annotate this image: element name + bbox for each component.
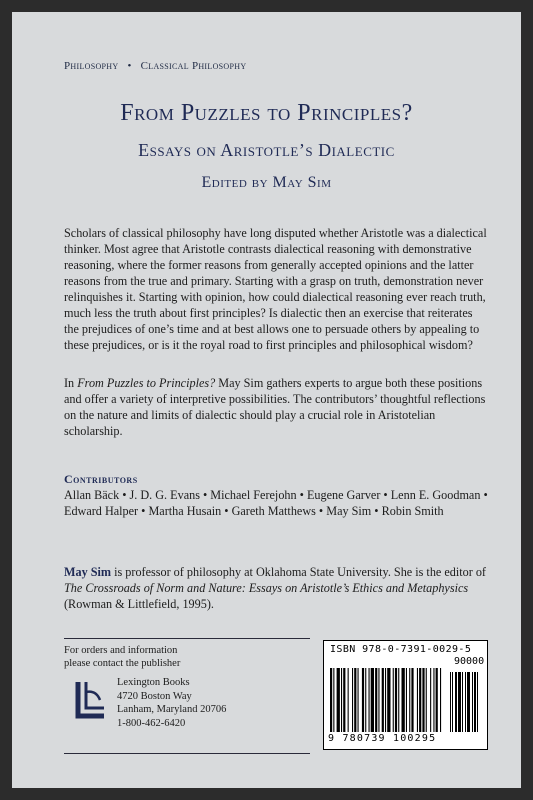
publisher-address xyxy=(117,676,317,730)
bio-text-1: is professor of philosophy at Oklahoma State University. She is the editor of xyxy=(111,565,486,579)
barcode-bar xyxy=(417,668,418,732)
bio-book-title: The Crossroads of Norm and Nature: Essays on Aristotle’s Ethics and Metaphysics xyxy=(64,581,469,595)
barcode-addon-bar xyxy=(462,672,463,732)
bio-name: May Sim xyxy=(64,565,112,579)
barcode-addon-bar xyxy=(455,672,457,732)
description-paragraph-1: Scholars of classical philosophy have long disputed whether Aristotle was a dialectical thinker. Most agree that Aristotle contrasts dialectical reasoning with demonstrative reasoning, where the former reasons from generally accepted opinions and the latter reasons from the true and primary. Starting with a grasp on truth, demonstration never relinquishes it. Starting with opinion, how could dialectical reasoning ever reach truth, much less the truth about first principles? Is dialectic then an exercise that reiterates the prejudices of one’s time and at best allows one to persuade others by appealing to these prejudices, or is it the royal road to first principles and philosophical wisdom? xyxy=(64,226,487,352)
editor-bio xyxy=(64,564,494,612)
barcode-bar xyxy=(411,668,413,732)
divider-bottom xyxy=(64,753,310,754)
barcode-bar xyxy=(398,668,399,732)
barcode-bar xyxy=(387,668,390,732)
category-secondary: Classical Philosophy xyxy=(140,60,247,72)
barcode-bar xyxy=(348,668,349,732)
barcode-bar xyxy=(365,668,366,732)
barcode-addon-bar xyxy=(472,672,473,732)
barcode-bar xyxy=(369,668,370,732)
publisher-city: Lanham, Maryland 20706 xyxy=(117,704,227,715)
isbn-text: ISBN 978-0-7391-0029-5 xyxy=(330,644,472,655)
barcode-bar xyxy=(343,668,345,732)
barcode-bar xyxy=(395,668,397,732)
book-title: From Puzzles to Principles? xyxy=(120,100,413,126)
barcode-addon-bar xyxy=(452,672,453,732)
contributors-list: Allan Bäck • J. D. G. Evans • Michael Ferejohn • Eugene Garver • Lenn E. Goodman • Edward Halper • Martha Husain • Gareth Matthews • May Sim • Robin Smith xyxy=(64,488,488,518)
barcode-bar xyxy=(436,668,438,732)
orders-line-1: For orders and information xyxy=(64,645,178,656)
orders-line-2: please contact the publisher xyxy=(64,658,181,669)
barcode-bar xyxy=(385,668,386,732)
barcode-addon-bar xyxy=(450,672,451,732)
barcode-addon-bar xyxy=(467,672,470,732)
barcode-bar xyxy=(402,668,405,732)
barcode-bar xyxy=(419,668,421,732)
publisher-name: Lexington Books xyxy=(117,677,190,688)
divider-top xyxy=(64,638,310,639)
bio-text-2: (Rowman & Littlefield, 1995). xyxy=(64,597,214,611)
barcode-bar xyxy=(333,668,334,732)
barcode-bar xyxy=(358,668,359,732)
barcode-bar xyxy=(440,668,441,732)
category-primary: Philosophy xyxy=(64,60,119,72)
barcode-bar xyxy=(354,668,356,732)
barcode-bar xyxy=(371,668,374,732)
barcode-bar xyxy=(362,668,364,732)
barcode-bar xyxy=(378,668,379,732)
barcode-bar xyxy=(382,668,384,732)
barcode-bar xyxy=(337,668,340,732)
description-paragraph-2 xyxy=(64,375,488,439)
paragraph-2-book-title: From Puzzles to Principles? xyxy=(77,376,216,390)
barcode-addon-bar xyxy=(474,672,476,732)
publisher-street: 4720 Boston Way xyxy=(117,690,192,702)
publisher-logo-icon xyxy=(74,678,108,720)
paragraph-2-prefix: In xyxy=(64,376,78,390)
barcode-bar xyxy=(330,668,332,732)
barcode-bar xyxy=(406,668,407,732)
price-code: 90000 xyxy=(454,656,485,667)
contributors-heading: Contributors xyxy=(64,472,138,486)
category-separator: • xyxy=(127,60,132,72)
barcode-bar xyxy=(433,668,434,732)
ean-number: 9 780739 100295 xyxy=(328,733,437,744)
barcode-bar xyxy=(393,668,394,732)
barcode-bar xyxy=(375,668,377,732)
book-editor: Edited by May Sim xyxy=(201,174,332,191)
barcode-addon-bar xyxy=(458,672,461,732)
barcode-bar xyxy=(426,668,427,732)
paragraph-2-text: May Sim gathers experts to argue both these positions and offer a variety of interpretive possibilities. The contributors’ thoughtful reflections on the nature and limits of dialectic should play a crucial role in Aristotelian scholarship. xyxy=(64,376,486,438)
category-line xyxy=(64,60,246,72)
publisher-phone: 1-800-462-6420 xyxy=(117,717,186,729)
barcode-bar xyxy=(352,668,353,732)
barcode-bar xyxy=(430,668,431,732)
book-subtitle: Essays on Aristotle’s Dialectic xyxy=(138,140,395,160)
barcode-addon-bar xyxy=(477,672,478,732)
barcode-bar xyxy=(422,668,424,732)
back-cover xyxy=(12,12,521,788)
barcode-bar xyxy=(341,668,342,732)
barcode-addon-bar xyxy=(465,672,466,732)
orders-info xyxy=(64,644,304,670)
barcode-bar xyxy=(409,668,410,732)
barcode-icon xyxy=(330,668,482,732)
barcode-box xyxy=(323,640,488,750)
